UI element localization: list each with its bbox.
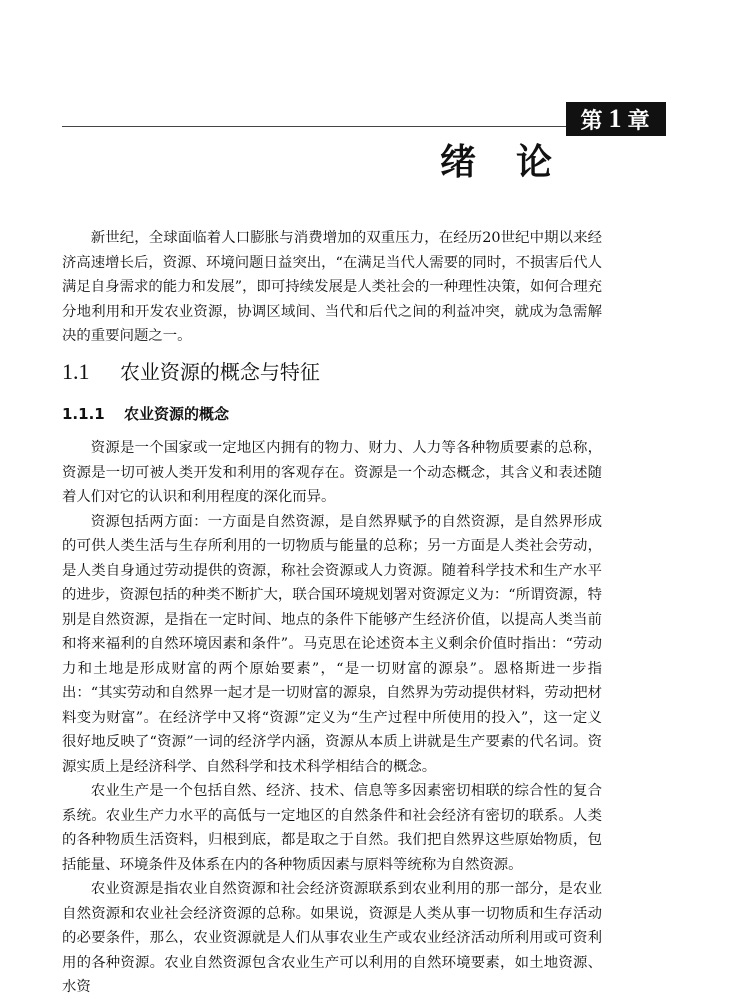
section-number: 1.1 xyxy=(62,359,90,384)
subsection-title: 农业资源的概念 xyxy=(123,405,229,423)
body-paragraph: 资源是一个国家或一定地区内拥有的物力、财力、人力等各种物质要素的总称，资源是一切可被人类开发和利用的客观存在。资源是一个动态概念，其含义和表述随着人们对它的认识和利用程度的深化而异。 xyxy=(62,440,602,505)
chapter-label-post: 章 xyxy=(627,107,652,134)
section-title: 农业资源的概念与特征 xyxy=(119,360,320,384)
chapter-number: 1 xyxy=(608,104,624,133)
section-heading xyxy=(62,356,320,385)
header-rule xyxy=(62,126,572,127)
intro-paragraph: 新世纪，全球面临着人口膨胀与消费增加的双重压力，在经历20世纪中期以来经济高速增长后，资源、环境问题日益突出，“在满足当代人需要的同时，不损害后代人满足自身需求的能力和发展”，即可持续发展是人类社会的一种理性决策，如何合理充分地利用和开发农业资源，协调区域间、当代和后代之间的利益冲突，就成为急需解决的重要问题之一。 xyxy=(62,230,602,344)
body-paragraph: 资源包括两方面：一方面是自然资源，是自然界赋予的自然资源，是自然界形成的可供人类生活与生存所利用的一切物质与能量的总称；另一方面是人类社会劳动，是人类自身通过劳动提供的资源，称社会资源或人力资源。随着科学技术和生产水平的进步，资源包括的种类不断扩大，联合国环境规划署对资源定义为：“所谓资源，特别是自然资源，是指在一定时间、地点的条件下能够产生经济价值，以提高人类当前和将来福利的自然环境因素和条件”。马克思在论述资本主义剩余价值时指出：“劳动力和土地是形成财富的两个原始要素”，“是一切财富的源泉”。恩格斯进一步指出：“其实劳动和自然界一起才是一切财富的源泉，自然界为劳动提供材料，劳动把材料变为财富”。在经济学中又将“资源”定义为“生产过程中所使用的投入”，这一定义很好地反映了“资源”一词的经济学内涵，资源从本质上讲就是生产要素的代名词。资源实质上是经济科学、自然科学和技术科学相结合的概念。 xyxy=(62,513,602,775)
chapter-badge xyxy=(566,102,666,136)
chapter-title: 绪论 xyxy=(440,142,593,183)
subsection-number: 1.1.1 xyxy=(62,405,105,423)
intro-block xyxy=(62,226,602,349)
chapter-label-pre: 第 xyxy=(580,107,605,134)
subsection-heading xyxy=(62,403,229,424)
body-text xyxy=(62,436,602,1000)
body-paragraph: 农业生产是一个包括自然、经济、技术、信息等多因素密切相联的综合性的复合系统。农业生产力水平的高低与一定地区的自然条件和社会经济有密切的联系。人类的各种物质生活资料，归根到底，都是取之于自然。我们把自然界这些原始物质，包括能量、环境条件及体系在内的各种物质因素与原料等统称为自然资源。 xyxy=(62,783,602,873)
body-paragraph: 农业资源是指农业自然资源和社会经济资源联系到农业利用的那一部分，是农业自然资源和农业社会经济资源的总称。如果说，资源是人类从事一切物质和生存活动的必要条件，那么，农业资源就是人们从事农业生产或农业经济活动所利用或可资利用的各种资源。农业自然资源包含农业生产可以利用的自然环境要素，如土地资源、水资 xyxy=(62,881,602,995)
